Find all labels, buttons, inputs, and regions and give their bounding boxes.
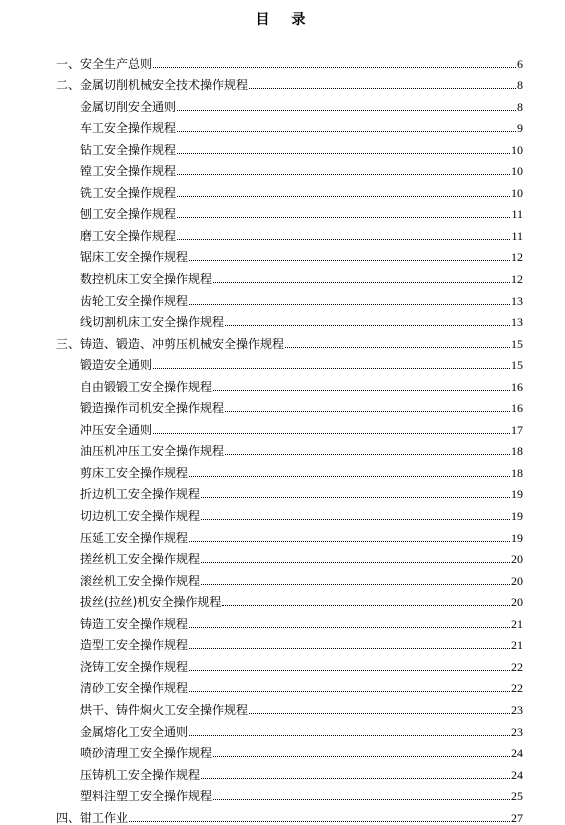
toc-section-entry[interactable] xyxy=(0,501,565,523)
toc-entry-label: 喷砂清理工安全操作规程 xyxy=(80,746,213,761)
toc-section-entry[interactable] xyxy=(0,178,565,200)
dot-leader xyxy=(201,778,510,779)
dot-leader xyxy=(189,670,510,671)
dot-leader xyxy=(189,260,510,261)
toc-page-number: 22 xyxy=(511,659,523,674)
toc-page-number: 12 xyxy=(511,250,523,265)
dot-leader xyxy=(213,390,510,391)
dot-leader xyxy=(222,605,510,606)
toc-entry-label: 一、安全生产总则 xyxy=(56,56,153,71)
toc-section-entry[interactable] xyxy=(0,243,565,265)
dot-leader xyxy=(177,174,510,175)
dot-leader xyxy=(189,476,510,477)
toc-entry-label: 油压机冲压工安全操作规程 xyxy=(80,444,225,459)
toc-page-number: 11 xyxy=(511,207,523,222)
toc-entry-label: 数控机床工安全操作规程 xyxy=(80,272,213,287)
toc-page-number: 16 xyxy=(511,401,523,416)
toc-entry-label: 金属熔化工安全通则 xyxy=(80,724,189,739)
toc-section-entry[interactable] xyxy=(0,372,565,394)
toc-section-entry[interactable] xyxy=(0,437,565,459)
toc-page-number: 20 xyxy=(511,595,523,610)
toc-section-entry[interactable] xyxy=(0,286,565,308)
toc-entry-label: 铸造工安全操作规程 xyxy=(80,616,189,631)
dot-leader xyxy=(201,584,510,585)
toc-entry-label: 搓丝机工安全操作规程 xyxy=(80,552,201,567)
toc-section-entry[interactable] xyxy=(0,221,565,243)
toc-entry-label: 四、钳工作业 xyxy=(56,810,129,825)
toc-entry-label: 磨工安全操作规程 xyxy=(80,228,177,243)
toc-entry-label: 清砂工安全操作规程 xyxy=(80,681,189,696)
toc-entry-label: 浇铸工安全操作规程 xyxy=(80,659,189,674)
toc-section-entry[interactable] xyxy=(0,588,565,610)
toc-entry-label: 压铸机工安全操作规程 xyxy=(80,767,201,782)
toc-page-number: 16 xyxy=(511,379,523,394)
dot-leader xyxy=(201,519,510,520)
dot-leader xyxy=(225,454,510,455)
dot-leader xyxy=(189,304,510,305)
dot-leader xyxy=(213,756,510,757)
toc-section-entry[interactable] xyxy=(0,480,565,502)
toc-section-entry[interactable] xyxy=(0,415,565,437)
toc-section-entry[interactable] xyxy=(0,674,565,696)
dot-leader xyxy=(177,131,516,132)
toc-page-number: 11 xyxy=(511,228,523,243)
toc-page-number: 10 xyxy=(511,142,523,157)
toc-entry-label: 压延工安全操作规程 xyxy=(80,530,189,545)
toc-section-entry[interactable] xyxy=(0,308,565,330)
toc-page-number: 10 xyxy=(511,185,523,200)
toc-section-entry[interactable] xyxy=(0,760,565,782)
toc-entry-label: 金属切削安全通则 xyxy=(80,99,177,114)
toc-section-entry[interactable] xyxy=(0,695,565,717)
toc-section-entry[interactable] xyxy=(0,200,565,222)
toc-page-number: 13 xyxy=(511,293,523,308)
dot-leader xyxy=(189,691,510,692)
toc-entry-label: 剪床工安全操作规程 xyxy=(80,465,189,480)
toc-entry-label: 折边机工安全操作规程 xyxy=(80,487,201,502)
toc-entry-label: 钻工安全操作规程 xyxy=(80,142,177,157)
toc-entry-label: 锻造操作司机安全操作规程 xyxy=(80,401,225,416)
toc-section-entry[interactable] xyxy=(0,545,565,567)
toc-entry-label: 塑料注塑工安全操作规程 xyxy=(80,789,213,804)
dot-leader xyxy=(225,325,510,326)
toc-page-number: 24 xyxy=(511,767,523,782)
toc-section-entry[interactable] xyxy=(0,157,565,179)
toc-page-number: 22 xyxy=(511,681,523,696)
toc-page-number: 23 xyxy=(511,702,523,717)
toc-page-number: 8 xyxy=(517,99,523,114)
toc-page-number: 15 xyxy=(511,336,523,351)
toc-entry-label: 锯床工安全操作规程 xyxy=(80,250,189,265)
dot-leader xyxy=(177,110,516,111)
toc-section-entry[interactable] xyxy=(0,264,565,286)
toc-list xyxy=(0,49,565,825)
toc-section-entry[interactable] xyxy=(0,566,565,588)
toc-section-entry[interactable] xyxy=(0,394,565,416)
toc-entry-label: 切边机工安全操作规程 xyxy=(80,509,201,524)
toc-section-entry[interactable] xyxy=(0,523,565,545)
dot-leader xyxy=(249,713,510,714)
toc-page-number: 17 xyxy=(511,422,523,437)
dot-leader xyxy=(189,735,510,736)
dot-leader xyxy=(177,239,510,240)
dot-leader xyxy=(189,648,510,649)
toc-section-entry[interactable] xyxy=(0,114,565,136)
toc-page-number: 19 xyxy=(511,509,523,524)
dot-leader xyxy=(189,541,510,542)
toc-section-entry[interactable] xyxy=(0,458,565,480)
toc-page-number: 20 xyxy=(511,573,523,588)
toc-page-number: 23 xyxy=(511,724,523,739)
toc-entry-label: 齿轮工安全操作规程 xyxy=(80,293,189,308)
toc-entry-label: 线切割机床工安全操作规程 xyxy=(80,315,225,330)
toc-chapter-entry[interactable] xyxy=(0,803,565,825)
toc-section-entry[interactable] xyxy=(0,609,565,631)
toc-page-number: 13 xyxy=(511,315,523,330)
toc-page-number: 19 xyxy=(511,487,523,502)
toc-entry-label: 车工安全操作规程 xyxy=(80,121,177,136)
dot-leader xyxy=(177,217,510,218)
toc-section-entry[interactable] xyxy=(0,739,565,761)
toc-chapter-entry[interactable] xyxy=(0,49,565,71)
toc-page-number: 19 xyxy=(511,530,523,545)
toc-page-number: 18 xyxy=(511,444,523,459)
toc-entry-label: 镗工安全操作规程 xyxy=(80,164,177,179)
toc-chapter-entry[interactable] xyxy=(0,329,565,351)
toc-page-number: 6 xyxy=(517,56,523,71)
toc-section-entry[interactable] xyxy=(0,351,565,373)
toc-page-number: 27 xyxy=(511,810,523,825)
dot-leader xyxy=(189,627,510,628)
toc-entry-label: 铣工安全操作规程 xyxy=(80,185,177,200)
dot-leader xyxy=(201,562,510,563)
dot-leader xyxy=(201,497,510,498)
toc-entry-label: 滚丝机工安全操作规程 xyxy=(80,573,201,588)
toc-page-number: 9 xyxy=(517,121,523,136)
toc-page-number: 21 xyxy=(511,616,523,631)
dot-leader xyxy=(285,347,510,348)
toc-entry-label: 烘干、铸件焖火工安全操作规程 xyxy=(80,702,249,717)
dot-leader xyxy=(249,88,516,89)
toc-page-number: 25 xyxy=(511,789,523,804)
dot-leader xyxy=(129,821,510,822)
dot-leader xyxy=(153,67,516,68)
toc-section-entry[interactable] xyxy=(0,782,565,804)
dot-leader xyxy=(177,196,510,197)
toc-page-number: 10 xyxy=(511,164,523,179)
toc-entry-label: 自由锻锻工安全操作规程 xyxy=(80,379,213,394)
toc-section-entry[interactable] xyxy=(0,717,565,739)
toc-page-number: 24 xyxy=(511,746,523,761)
toc-page-number: 15 xyxy=(511,358,523,373)
toc-entry-label: 刨工安全操作规程 xyxy=(80,207,177,222)
toc-entry-label: 三、铸造、锻造、冲剪压机械安全操作规程 xyxy=(56,336,285,351)
toc-page-number: 18 xyxy=(511,465,523,480)
toc-section-entry[interactable] xyxy=(0,652,565,674)
toc-entry-label: 二、金属切削机械安全技术操作规程 xyxy=(56,78,249,93)
toc-chapter-entry[interactable] xyxy=(0,71,565,93)
toc-page-number: 12 xyxy=(511,272,523,287)
toc-entry-label: 锻造安全通则 xyxy=(80,358,153,373)
dot-leader xyxy=(225,411,510,412)
toc-section-entry[interactable] xyxy=(0,631,565,653)
toc-page-number: 8 xyxy=(517,78,523,93)
toc-entry-label: 拔丝(拉丝)机安全操作规程 xyxy=(80,595,222,610)
dot-leader xyxy=(213,282,510,283)
toc-page-number: 20 xyxy=(511,552,523,567)
toc-page-number: 21 xyxy=(511,638,523,653)
dot-leader xyxy=(213,799,510,800)
toc-entry-label: 造型工安全操作规程 xyxy=(80,638,189,653)
toc-title: 目 录 xyxy=(255,12,310,28)
dot-leader xyxy=(177,153,510,154)
toc-entry-label: 冲压安全通则 xyxy=(80,422,153,437)
dot-leader xyxy=(153,368,510,369)
toc-section-entry[interactable] xyxy=(0,92,565,114)
dot-leader xyxy=(153,433,510,434)
toc-section-entry[interactable] xyxy=(0,135,565,157)
